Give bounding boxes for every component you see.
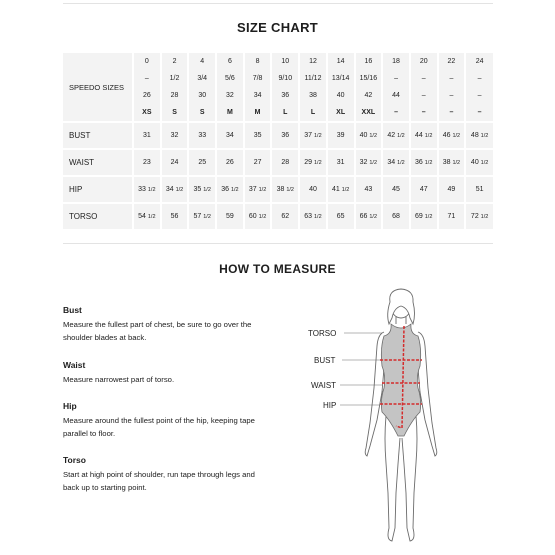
measurement-cell: 65 (327, 203, 355, 229)
size-cell: – (438, 104, 466, 122)
size-cell: XXL (355, 104, 383, 122)
size-cell: – (410, 70, 438, 87)
measurement-label: TORSO (63, 203, 133, 229)
measurement-row (63, 149, 493, 176)
size-row (63, 53, 493, 70)
hip-text: Measure around the fullest point of the hip, keeping tape parallel to floor. (63, 416, 255, 438)
measurement-cell: 32 1/2 (355, 149, 383, 176)
size-cell: 9/10 (271, 70, 299, 87)
measurement-cell: 62 (271, 203, 299, 229)
size-cell: 36 (271, 87, 299, 104)
measurement-label: HIP (63, 176, 133, 203)
size-cell: 7/8 (244, 70, 272, 87)
size-cell: 26 (133, 87, 161, 104)
size-cell: 11/12 (299, 70, 327, 87)
measurement-cell: 37 1/2 (299, 122, 327, 149)
top-divider (63, 3, 493, 4)
bust-heading: Bust (63, 305, 82, 315)
size-cell: L (271, 104, 299, 122)
measurement-cell: 28 (271, 149, 299, 176)
measurement-cell: 44 1/2 (410, 122, 438, 149)
measurement-cell: 40 1/2 (465, 149, 493, 176)
measurement-cell: 66 1/2 (355, 203, 383, 229)
measurement-cell: 33 1/2 (133, 176, 161, 203)
measurement-label: BUST (63, 122, 133, 149)
size-cell: M (244, 104, 272, 122)
size-cell: – (438, 70, 466, 87)
torso-instruction (63, 455, 273, 494)
measurement-cell: 35 1/2 (188, 176, 216, 203)
size-cell: 10 (271, 53, 299, 70)
measurement-cell: 40 (299, 176, 327, 203)
size-cell: 44 (382, 87, 410, 104)
body-measurement-figure (300, 288, 480, 550)
waist-text: Measure narrowest part of torso. (63, 375, 175, 384)
measurement-cell: 24 (161, 149, 189, 176)
size-cell: – (133, 70, 161, 87)
size-cell: 4 (188, 53, 216, 70)
hip-instruction (63, 401, 273, 440)
measurement-label: WAIST (63, 149, 133, 176)
hip-label: HIP (323, 401, 337, 410)
bust-text: Measure the fullest part of chest, be sure to go over the shoulder blades at back. (63, 320, 252, 342)
measurement-cell: 34 1/2 (161, 176, 189, 203)
measurement-cell: 45 (382, 176, 410, 203)
measurement-cell: 34 (216, 122, 244, 149)
bust-instruction (63, 305, 273, 344)
waist-label: WAIST (311, 381, 337, 390)
bust-label: BUST (314, 356, 336, 365)
size-cell: – (465, 87, 493, 104)
size-cell: 5/6 (216, 70, 244, 87)
size-cell: – (410, 87, 438, 104)
measurement-cell: 34 1/2 (382, 149, 410, 176)
size-cell: 1/2 (161, 70, 189, 87)
size-cell: – (465, 104, 493, 122)
measurement-cell: 69 1/2 (410, 203, 438, 229)
measurement-cell: 25 (188, 149, 216, 176)
size-cell: 15/16 (355, 70, 383, 87)
size-cell: 2 (161, 53, 189, 70)
size-cell: XL (327, 104, 355, 122)
size-cell: M (216, 104, 244, 122)
measurement-cell: 48 1/2 (465, 122, 493, 149)
size-cell: – (382, 104, 410, 122)
size-cell: 18 (382, 53, 410, 70)
torso-heading: Torso (63, 455, 86, 465)
size-cell: 40 (327, 87, 355, 104)
measurement-cell: 23 (133, 149, 161, 176)
size-cell: 38 (299, 87, 327, 104)
measurement-cell: 35 (244, 122, 272, 149)
size-cell: XS (133, 104, 161, 122)
size-cell: – (465, 70, 493, 87)
waist-heading: Waist (63, 360, 86, 370)
size-cell: – (382, 70, 410, 87)
measurement-cell: 37 1/2 (244, 176, 272, 203)
measurement-cell: 57 1/2 (188, 203, 216, 229)
size-cell: 13/14 (327, 70, 355, 87)
size-cell: 20 (410, 53, 438, 70)
size-cell: 42 (355, 87, 383, 104)
measurement-cell: 59 (216, 203, 244, 229)
measurement-cell: 42 1/2 (382, 122, 410, 149)
measurement-cell: 49 (438, 176, 466, 203)
swimsuit (381, 324, 420, 436)
size-cell: 28 (161, 87, 189, 104)
measurement-cell: 26 (216, 149, 244, 176)
measurement-cell: 43 (355, 176, 383, 203)
size-cell: 34 (244, 87, 272, 104)
size-cell: 8 (244, 53, 272, 70)
measurement-cell: 29 1/2 (299, 149, 327, 176)
size-cell: S (188, 104, 216, 122)
size-cell: 24 (465, 53, 493, 70)
size-cell: L (299, 104, 327, 122)
measurement-cell: 60 1/2 (244, 203, 272, 229)
how-to-measure-title: HOW TO MEASURE (219, 262, 336, 276)
measurement-cell: 46 1/2 (438, 122, 466, 149)
torso-label: TORSO (308, 329, 337, 338)
size-cell: 0 (133, 53, 161, 70)
size-cell: 12 (299, 53, 327, 70)
measurement-row (63, 176, 493, 203)
speedo-sizes-label: SPEEDO SIZES (63, 53, 133, 122)
waist-instruction (63, 360, 273, 386)
size-chart-title: SIZE CHART (237, 20, 318, 35)
measurement-cell: 31 (133, 122, 161, 149)
measurement-row (63, 203, 493, 229)
size-cell: S (161, 104, 189, 122)
measurement-cell: 38 1/2 (438, 149, 466, 176)
size-cell: 14 (327, 53, 355, 70)
size-cell: 22 (438, 53, 466, 70)
measurement-cell: 32 (161, 122, 189, 149)
measurement-cell: 38 1/2 (271, 176, 299, 203)
measurement-cell: 27 (244, 149, 272, 176)
measurement-cell: 41 1/2 (327, 176, 355, 203)
size-cell: 32 (216, 87, 244, 104)
measurement-row (63, 122, 493, 149)
measurement-cell: 36 1/2 (410, 149, 438, 176)
measurement-cell: 47 (410, 176, 438, 203)
measurement-cell: 40 1/2 (355, 122, 383, 149)
size-cell: 3/4 (188, 70, 216, 87)
measurement-cell: 39 (327, 122, 355, 149)
measurement-cell: 56 (161, 203, 189, 229)
torso-text: Start at high point of shoulder, run tape through legs and back up to starting point. (63, 470, 255, 492)
measurement-cell: 33 (188, 122, 216, 149)
middle-divider (63, 243, 493, 244)
size-cell: – (410, 104, 438, 122)
hip-heading: Hip (63, 401, 77, 411)
measurement-cell: 63 1/2 (299, 203, 327, 229)
measurement-cell: 36 (271, 122, 299, 149)
measurement-cell: 31 (327, 149, 355, 176)
measurement-cell: 36 1/2 (216, 176, 244, 203)
measurement-cell: 54 1/2 (133, 203, 161, 229)
measurement-cell: 72 1/2 (465, 203, 493, 229)
measurement-cell: 71 (438, 203, 466, 229)
size-cell: 16 (355, 53, 383, 70)
size-cell: 30 (188, 87, 216, 104)
size-cell: 6 (216, 53, 244, 70)
measurement-cell: 51 (465, 176, 493, 203)
size-chart-table (63, 53, 493, 229)
size-cell: – (438, 87, 466, 104)
measurement-cell: 68 (382, 203, 410, 229)
